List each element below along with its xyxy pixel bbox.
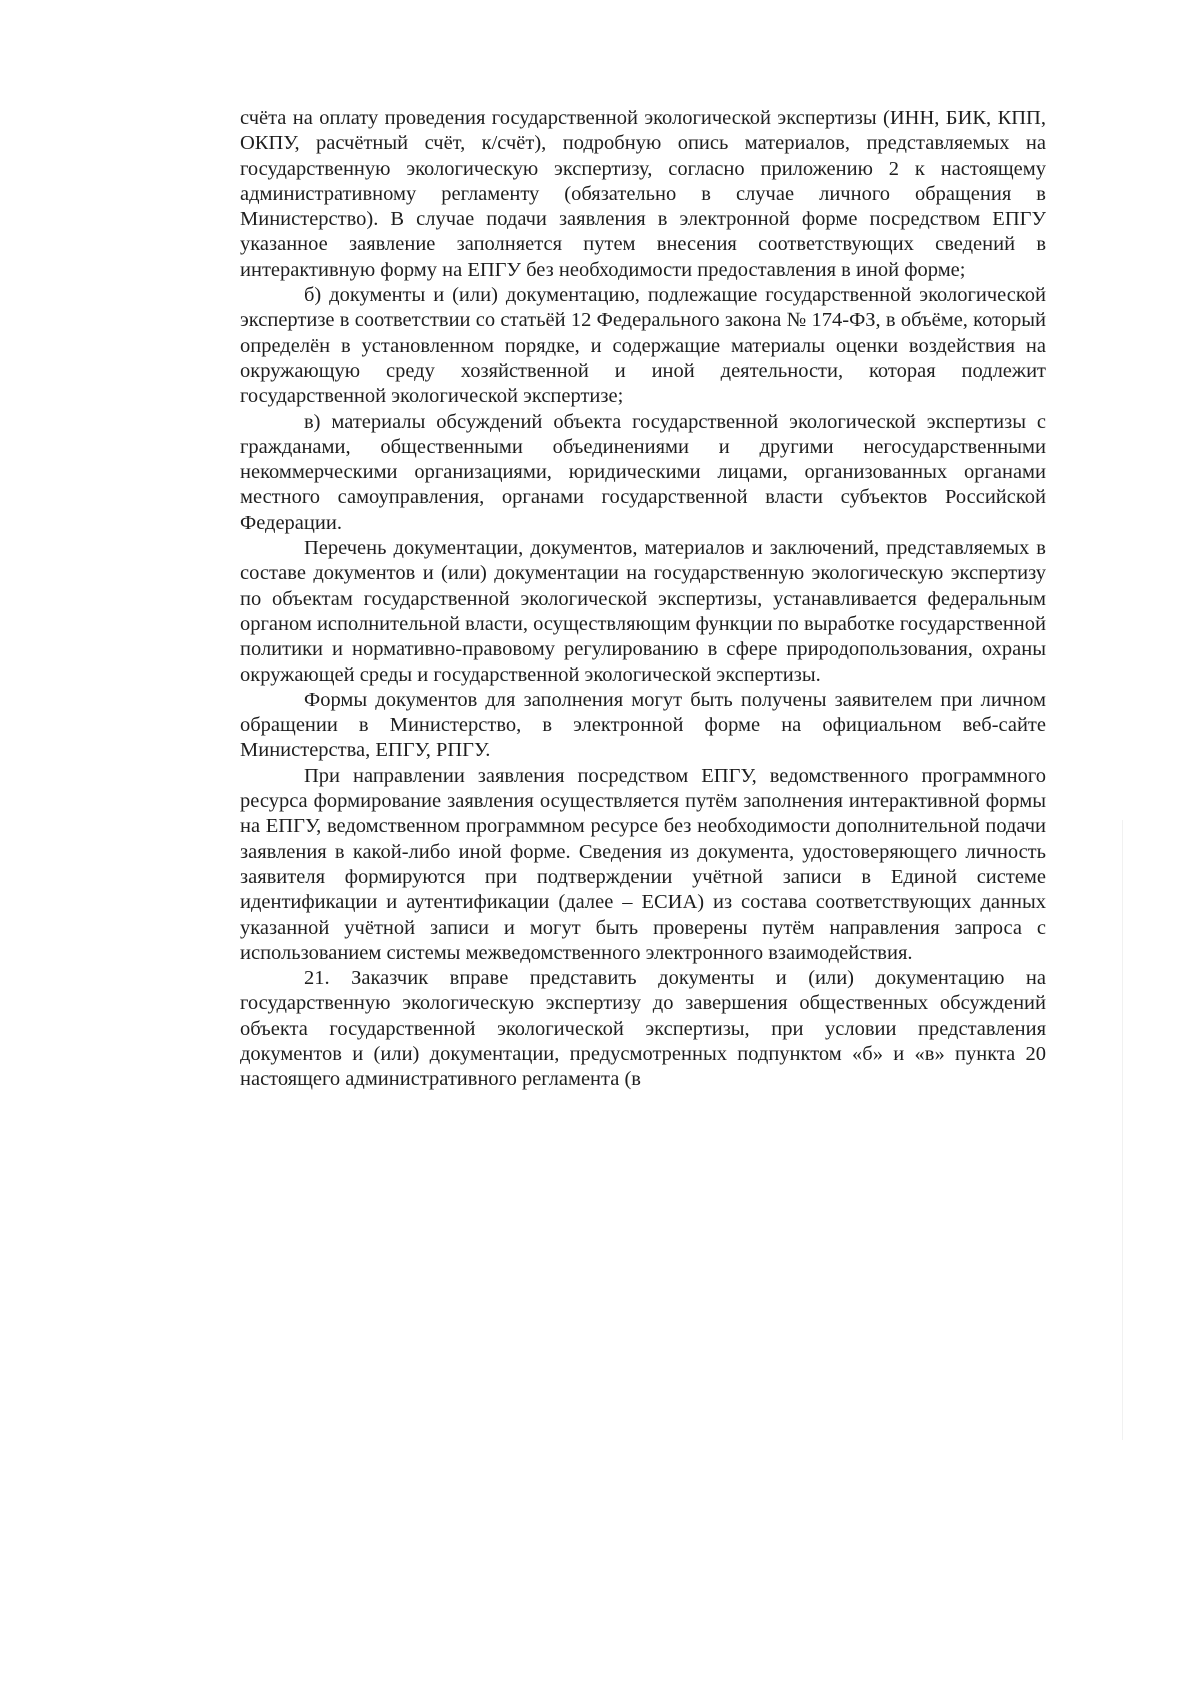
paragraph-item-v: в) материалы обсуждений объекта государственной экологической экспертизы с гражданами, общественными объединениями и другими негосударственными некоммерческими организациями, юридическими лицами, организованных органами местного самоуправления, органами государственной власти субъектов Российской Федерации.	[240, 410, 1046, 534]
document-body	[240, 106, 1046, 1093]
paragraph-documentation-list: Перечень документации, документов, материалов и заключений, представляемых в составе документов и (или) документации на государственную экологическую экспертизу по объектам государственной экологической экспертизы, устанавливается федеральным органом исполнительной власти, осуществляющим функции по выработке государственной политики и нормативно-правовому регулированию в сфере природопользования, охраны окружающей среды и государственной экологической экспертизы.	[240, 537, 1046, 686]
paragraph-payment-details: счёта на оплату проведения государственной экологической экспертизы (ИНН, БИК, КПП, ОКПУ, расчётный счёт, к/счёт), подробную опись материалов, представляемых на государственную экологическую экспертизу, согласно приложению 2 к настоящему административному регламенту (обязательно в случае личного обращения в Министерство). В случае подачи заявления в электронной форме посредством ЕПГУ указанное заявление заполняется путем внесения соответствующих сведений в интерактивную форму на ЕПГУ без необходимости предоставления в иной форме;	[240, 107, 1046, 281]
scan-artifact	[1122, 820, 1123, 1440]
paragraph-epgu-submission: При направлении заявления посредством ЕПГУ, ведомственного программного ресурса формирование заявления осуществляется путём заполнения интерактивной формы на ЕПГУ, ведомственном программном ресурсе без необходимости дополнительной подачи заявления в какой-либо иной форме. Сведения из документа, удостоверяющего личность заявителя формируются при подтверждении учётной записи в Единой системе идентификации и аутентификации (далее – ЕСИА) из состава соответствующих данных указанной учётной записи и могут быть проверены путём направления запроса с использованием системы межведомственного электронного взаимодействия.	[240, 764, 1046, 964]
paragraph-item-b: б) документы и (или) документацию, подлежащие государственной экологической экспертизе в соответствии со статьёй 12 Федерального закона № 174-ФЗ, в объёме, который определён в установленном порядке, и содержащие материалы оценки воздействия на окружающую среду хозяйственной и иной деятельности, которая подлежит государственной экологической экспертизе;	[240, 284, 1046, 408]
paragraph-document-forms: Формы документов для заполнения могут быть получены заявителем при личном обращении в Министерство, в электронной форме на официальном веб-сайте Министерства, ЕПГУ, РПГУ.	[240, 688, 1046, 762]
paragraph-item-21: 21. Заказчик вправе представить документы и (или) документацию на государственную экологическую экспертизу до завершения общественных обсуждений объекта государственной экологической экспертизы, при условии представления документов и (или) документации, предусмотренных подпунктом «б» и «в» пункта 20 настоящего административного регламента (в	[240, 967, 1046, 1091]
